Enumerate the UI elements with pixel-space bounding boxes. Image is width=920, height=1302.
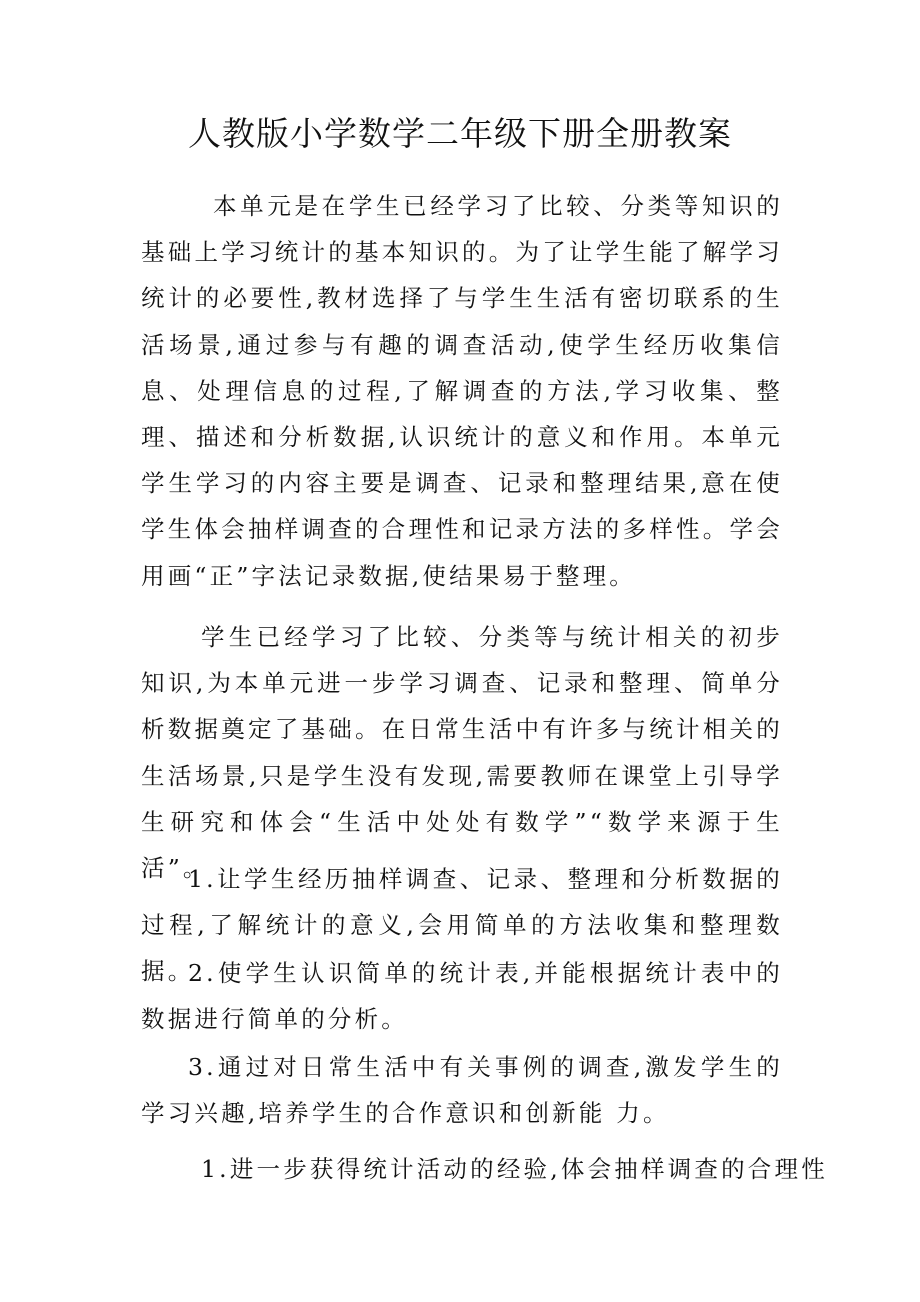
paragraph-key-point-1: 1.进一步获得统计活动的经验,体会抽样调查的合理性 <box>201 1155 828 1183</box>
paragraph-unit-overview: 本单元是在学生已经学习了比较、分类等知识的基础上学习统计的基本知识的。为了让学生能了解学习统计的必要性,教材选择了与学生生活有密切联系的生活场景,通过参与有趣的调查活动,使学生经历收集信息、处理信息的过程,了解调查的方法,学习收集、整理、描述和分析数据,认识统计的意义和作用。本单元学生学习的内容主要是调查、记录和整理结果,意在使学生体会抽样调查的合理性和记录方法的多样性。学会用画“正”字法记录数据,使结果易于整理。 <box>141 192 783 590</box>
document-title: 人教版小学数学二年级下册全册教案 <box>188 114 732 153</box>
paragraph-goal-1: 1.让学生经历抽样调查、记录、整理和分析数据的过程,了解统计的意义,会用简单的方法收集和整理数据。 <box>141 865 783 986</box>
paragraph-student-background: 学生已经学习了比较、分类等与统计相关的初步知识,为本单元进一步学习调查、记录和整理、简单分析数据奠定了基础。在日常生活中有许多与统计相关的生活场景,只是学生没有发现,需要教师在课堂上引导学生研究和体会“生活中处处有数学”“数学来源于生活”。 <box>141 623 783 883</box>
paragraph-goal-3: 3.通过对日常生活中有关事例的调查,激发学生的学习兴趣,培养学生的合作意识和创新能 力。 <box>141 1053 783 1128</box>
paragraph-goal-2: 2.使学生认识简单的统计表,并能根据统计表中的数据进行简单的分析。 <box>141 959 783 1034</box>
